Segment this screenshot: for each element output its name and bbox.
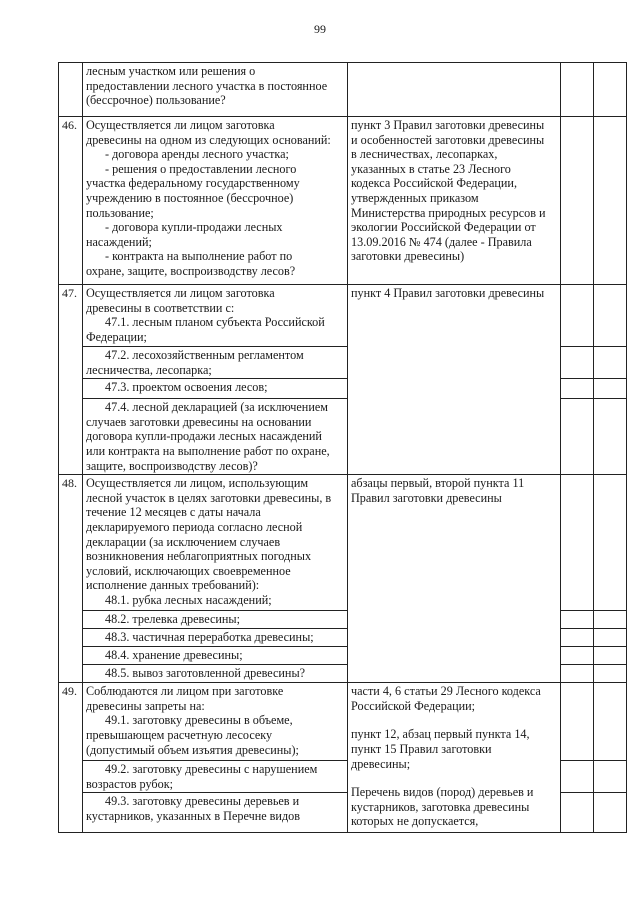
row-number-cell xyxy=(59,63,83,117)
text-line: случаев заготовки древесины на основании xyxy=(86,414,312,429)
answer-cell xyxy=(561,793,594,833)
text-line: пункт 4 Правил заготовки древесины xyxy=(351,286,545,300)
text-line: 47.2. лесохозяйственным регламентом xyxy=(105,348,304,362)
reference-cell xyxy=(348,683,561,833)
page-number: 99 xyxy=(314,22,326,36)
text-line: Правил заготовки древесины xyxy=(351,490,502,505)
sub-question-cell xyxy=(83,379,348,399)
reference-cell xyxy=(348,475,561,683)
text-line: Перечень видов (пород) деревьев и xyxy=(351,785,534,800)
text-line: Осуществляется ли лицом заготовка xyxy=(86,118,275,132)
text-line: или контракта на выполнение работ по охране, xyxy=(86,443,330,458)
text-line: - договора аренды лесного участка; xyxy=(105,147,289,162)
answer-cell xyxy=(561,761,594,793)
question-cell xyxy=(83,63,348,117)
text-line: 49.3. заготовку древесины деревьев и xyxy=(105,794,300,809)
text-line: лесным участком или решения о xyxy=(86,64,256,78)
text-line: декларируемого периода согласно лесной xyxy=(86,519,303,534)
text-line: 47.3. проектом освоения лесов; xyxy=(105,380,268,395)
question-cell xyxy=(83,475,348,611)
text-line: пользование; xyxy=(86,205,154,220)
sub-question-cell xyxy=(83,647,348,665)
text-line: Осуществляется ли лицом, использующим xyxy=(86,476,309,491)
note-cell xyxy=(594,611,627,629)
text-line: части 4, 6 статьи 29 Лесного кодекса xyxy=(351,684,541,699)
reference-cell xyxy=(348,117,561,285)
note-cell xyxy=(594,285,627,347)
note-cell xyxy=(594,347,627,379)
text-line: кодекса Российской Федерации, xyxy=(351,176,517,191)
question-cell xyxy=(83,117,348,285)
question-cell xyxy=(83,285,348,347)
answer-cell xyxy=(561,683,594,761)
text-line: 13.09.2016 № 474 (далее - Правила xyxy=(351,234,532,249)
reference-cell xyxy=(348,63,561,117)
note-cell xyxy=(594,379,627,399)
note-cell xyxy=(594,761,627,793)
table-row xyxy=(59,475,627,611)
answer-cell xyxy=(561,647,594,665)
text-line: кустарников, заготовка древесины xyxy=(351,799,530,814)
note-cell xyxy=(594,629,627,647)
answer-cell xyxy=(561,117,594,285)
text-line: охране, защите, воспроизводству лесов? xyxy=(86,263,296,278)
sub-question-cell xyxy=(83,399,348,475)
text-line: древесины на одном из следующих оснований: xyxy=(86,132,331,147)
note-cell xyxy=(594,647,627,665)
row-number-cell: 46. xyxy=(59,117,83,285)
answer-cell xyxy=(561,399,594,475)
text-line: древесины запреты на: xyxy=(86,698,205,713)
sub-question-cell xyxy=(83,665,348,683)
text-line: 48.4. хранение древесины; xyxy=(105,648,243,663)
text-line: 47.1. лесным планом субъекта Российской xyxy=(105,315,325,330)
row-number-cell: 49. xyxy=(59,683,83,833)
answer-cell xyxy=(561,611,594,629)
row-number-cell: 47. xyxy=(59,285,83,475)
text-line: 48.1. рубка лесных насаждений; xyxy=(105,592,272,607)
note-cell xyxy=(594,117,627,285)
answer-cell xyxy=(561,285,594,347)
text-line: лесной участок в целях заготовки древесины, в xyxy=(86,490,332,505)
row-number-cell: 48. xyxy=(59,475,83,683)
text-line: (допустимый объем изъятия древесины); xyxy=(86,742,299,757)
text-line: которых не допускается, xyxy=(351,814,479,829)
text-line: течение 12 месяцев с даты начала xyxy=(86,505,261,520)
text-line: в лесничествах, лесопарках, xyxy=(351,147,498,162)
text-line: 49.2. заготовку древесины с нарушением xyxy=(105,762,318,777)
sub-question-cell xyxy=(83,611,348,629)
text-line: древесины; xyxy=(351,756,411,771)
table-row xyxy=(59,683,627,761)
text-line: 48.5. вывоз заготовленной древесины? xyxy=(105,666,306,681)
text-line: древесины в соответствии с: xyxy=(86,300,235,315)
text-line: насаждений; xyxy=(86,234,152,249)
text-line: пункт 3 Правил заготовки древесины xyxy=(351,118,545,132)
text-line: - контракта на выполнение работ по xyxy=(105,249,293,264)
sub-question-cell xyxy=(83,629,348,647)
text-line: - решения о предоставлении лесного xyxy=(105,161,297,176)
text-line: - договора купли-продажи лесных xyxy=(105,220,283,235)
text-line: Министерства природных ресурсов и xyxy=(351,205,546,220)
answer-cell xyxy=(561,629,594,647)
text-line: 48.2. трелевка древесины; xyxy=(105,612,240,627)
answer-cell xyxy=(561,475,594,611)
note-cell xyxy=(594,665,627,683)
text-line: Соблюдаются ли лицом при заготовке xyxy=(86,684,284,699)
table-row xyxy=(59,63,627,117)
table-row xyxy=(59,117,627,285)
sub-question-cell xyxy=(83,793,348,833)
sub-question-cell xyxy=(83,761,348,793)
note-cell xyxy=(594,475,627,611)
text-line: 48.3. частичная переработка древесины; xyxy=(105,630,314,645)
text-line: лесничества, лесопарка; xyxy=(86,362,212,377)
text-line: возникновения неблагоприятных погодных xyxy=(86,549,312,564)
text-line: и особенностей заготовки древесины xyxy=(351,132,545,147)
reference-cell xyxy=(348,285,561,475)
text-line: Осуществляется ли лицом заготовка xyxy=(86,286,275,300)
answer-cell xyxy=(561,379,594,399)
text-line: заготовки древесины) xyxy=(351,249,465,264)
note-cell xyxy=(594,793,627,833)
text-line: исполнение данных требований): xyxy=(86,578,260,593)
text-line: указанных в статье 23 Лесного xyxy=(351,161,511,176)
text-line: абзацы первый, второй пункта 11 xyxy=(351,476,525,491)
text-line: Российской Федерации; xyxy=(351,698,476,713)
text-line: защите, воспроизводству лесов)? xyxy=(86,458,258,473)
note-cell xyxy=(594,399,627,475)
text-line: декларации (за исключением случаев xyxy=(86,534,281,549)
text-line: участка федеральному государственному xyxy=(86,176,300,191)
text-line: возрастов рубок; xyxy=(86,776,174,791)
text-line: экологии Российской Федерации от xyxy=(351,220,536,235)
question-cell xyxy=(83,683,348,761)
text-line: 49.1. заготовку древесины в объеме, xyxy=(105,713,293,728)
table-row xyxy=(59,285,627,347)
note-cell xyxy=(594,683,627,761)
text-line: превышающем расчетную лесосеку xyxy=(86,727,273,742)
text-line: кустарников, указанных в Перечне видов xyxy=(86,808,301,823)
text-line: пункт 15 Правил заготовки xyxy=(351,741,492,756)
text-line: утвержденных приказом xyxy=(351,190,479,205)
text-line: предоставлении лесного участка в постоянное xyxy=(86,78,328,93)
answer-cell xyxy=(561,347,594,379)
sub-question-cell xyxy=(83,347,348,379)
note-cell xyxy=(594,63,627,117)
text-line: пункт 12, абзац первый пункта 14, xyxy=(351,727,530,742)
text-line: договора купли-продажи лесных насаждений xyxy=(86,429,322,444)
text-line: Федерации; xyxy=(86,329,147,344)
answer-cell xyxy=(561,665,594,683)
answer-cell xyxy=(561,63,594,117)
text-line: условий, исключающих своевременное xyxy=(86,563,291,578)
checklist-table xyxy=(58,62,627,833)
text-line: учреждению в постоянное (бессрочное) xyxy=(86,190,294,205)
text-line: 47.4. лесной декларацией (за исключением xyxy=(105,400,328,415)
text-line: (бессрочное) пользование? xyxy=(86,93,226,108)
